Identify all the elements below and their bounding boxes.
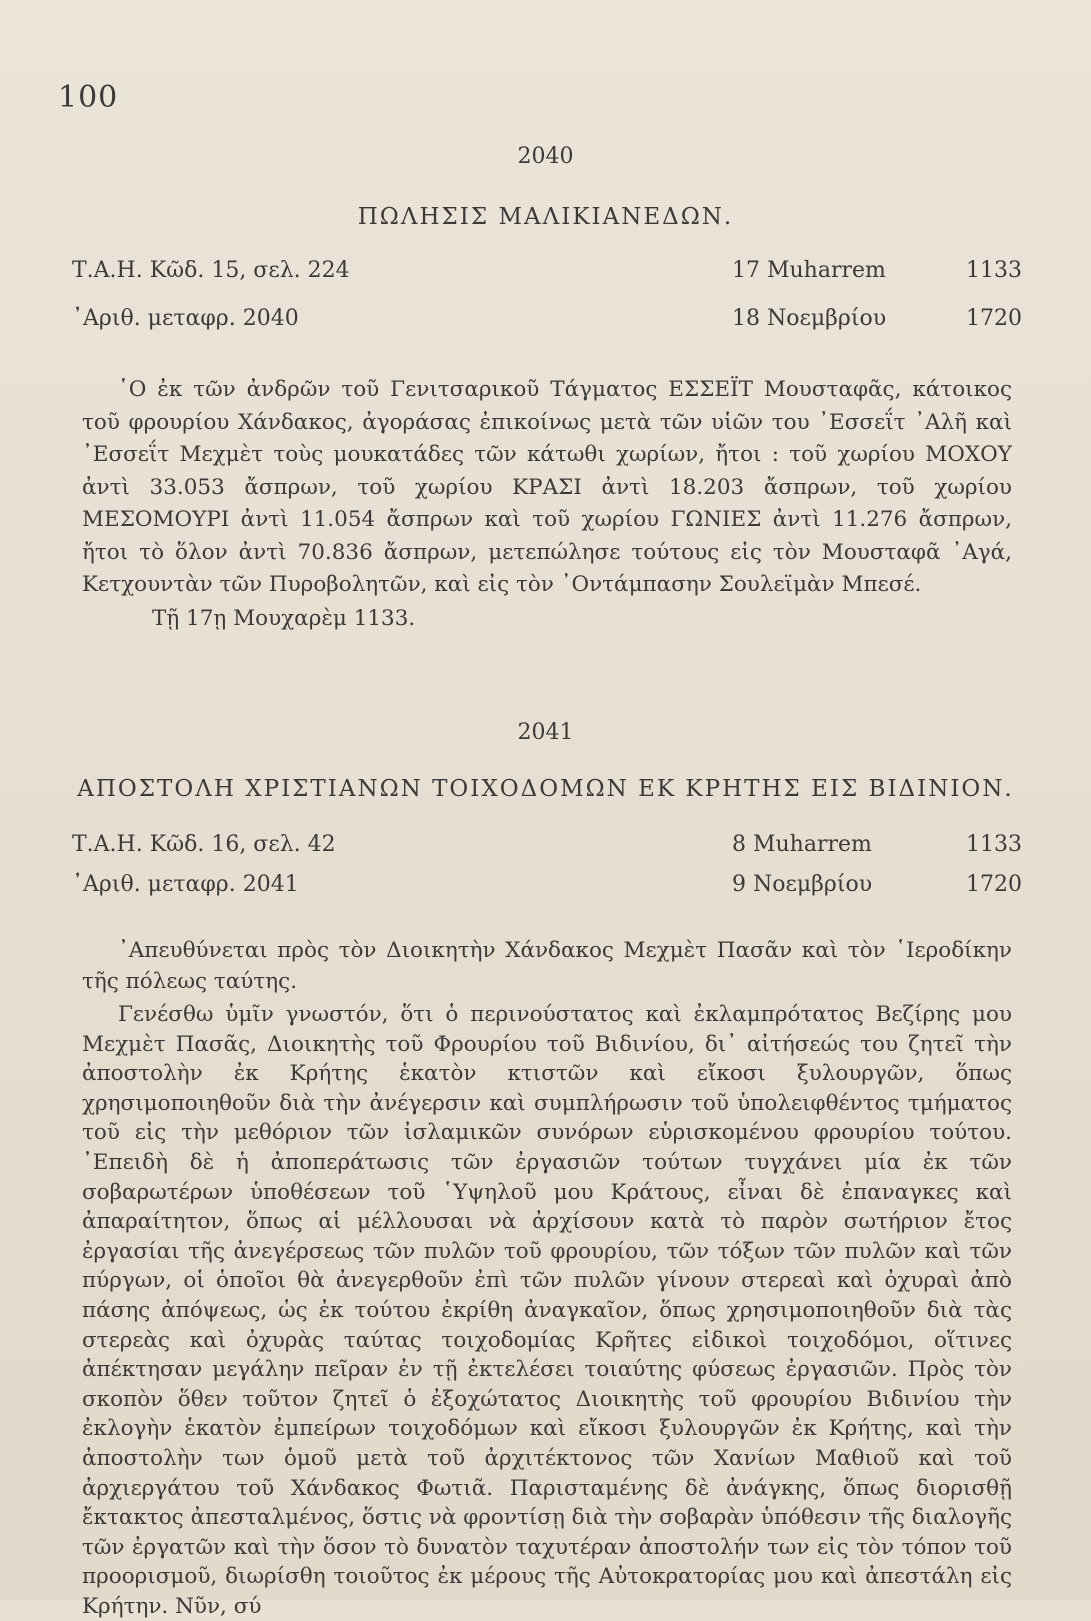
archive-reference: Τ.Α.Η. Κῶδ. 16, σελ. 42: [72, 832, 336, 857]
translation-number: ᾽Αριθ. μεταφρ. 2040: [72, 306, 299, 331]
gregorian-year: 1720: [966, 306, 1022, 331]
document-title: ΠΩΛΗΣΙΣ ΜΑΛΙΚΙΑΝΕΔΩΝ.: [357, 204, 734, 230]
document-title: ΑΠΟΣΤΟΛΗ ΧΡΙΣΤΙΑΝΩΝ ΤΟΙΧΟΔΟΜΩΝ ΕΚ ΚΡΗΤΗΣ ΕΙΣ ΒΙΔΙΝΙΟΝ.: [77, 776, 1014, 802]
page-number: 100: [58, 80, 119, 115]
document-body-paragraph: ῾Ο ἐκ τῶν ἀνδρῶν τοῦ Γενιτσαρικοῦ Τάγματος ΕΣΣΕΪΤ Μουσταφᾶς, κάτοικος τοῦ φρουρίου Χάνδακος, ἀγοράσας ἐπικοίνως μετὰ τῶν υἱῶν του ᾽Εσσεΐτ ᾽Αλῆ καὶ ᾽Εσσεΐτ Μεχμὲτ τοὺς μουκατάδες τῶν κάτωθι χωρίων, ἤτοι : τοῦ χωρίου ΜΟΧΟΥ ἀντὶ 33.053 ἄσπρων, τοῦ χωρίου ΚΡΑΣΙ ἀντὶ 18.203 ἄσπρων, τοῦ χωρίου ΜΕΣΟΜΟΥΡΙ ἀντὶ 11.054 ἄσπρων καὶ τοῦ χωρίου ΓΩΝΙΕΣ ἀντὶ 11.276 ἄσπρων, ἤτοι τὸ ὅλον ἀντὶ 70.836 ἄσπρων, μετεπώλησε τούτους εἰς τὸν Μουσταφᾶ ᾽Αγά, Κετχουντὰν τῶν Πυροβολητῶν, καὶ εἰς τὸν ᾽Οντάμπασην Σουλεϊμὰν Μπεσέ.: [82, 377, 1012, 597]
hijri-date: 8 Muharrem: [732, 832, 872, 857]
document-title-2041-wrap: [0, 776, 1091, 802]
document-2041: [0, 720, 1091, 745]
document-number: 2041: [517, 720, 574, 745]
gregorian-date: 9 Νοεμβρίου: [732, 872, 873, 897]
document-2040: [0, 144, 1091, 169]
document-title-2040-wrap: [0, 204, 1091, 230]
gregorian-date: 18 Νοεμβρίου: [732, 306, 887, 331]
hijri-year: 1133: [966, 832, 1022, 857]
gregorian-year: 1720: [966, 872, 1022, 897]
document-number: 2040: [517, 144, 574, 169]
translation-number: ᾽Αριθ. μεταφρ. 2041: [72, 872, 299, 897]
document-body-paragraph: Γενέσθω ὑμῖν γνωστόν, ὅτι ὁ περινούστατος καὶ ἐκλαμπρότατος Βεζίρης μου Μεχμὲτ Πασᾶς, Διοικητὴς τοῦ Φρουρίου τοῦ Βιδινίου, δι᾽ αἰτήσεώς του ζητεῖ τὴν ἀποστολὴν ἐκ Κρήτης ἑκατὸν κτιστῶν καὶ εἴκοσι ξυλουργῶν, ὅπως χρησιμοποιηθοῦν διὰ τὴν ἀνέγερσιν καὶ συμπλήρωσιν τοῦ ὑπολειφθέντος τμήματος τοῦ εἰς τὴν μεθόριον τῶν ἰσλαμικῶν συνόρων εὑρισκομένου φρουρίου τούτου. ᾽Επειδὴ δὲ ἡ ἀποπεράτωσις τῶν ἐργασιῶν τούτων τυγχάνει μία ἐκ τῶν σοβαρωτέρων ὑποθέσεων τοῦ ῾Υψηλοῦ μου Κράτους, εἶναι δὲ ἐπαναγκες καὶ ἀπαραίτητον, ὅπως αἱ μέλλουσαι νὰ ἀρχίσουν κατὰ τὸ παρὸν σωτήριον ἔτος ἐργασίαι τῆς ἀνεγέρσεως τῶν πυλῶν τοῦ φρουρίου, τῶν τόξων τῶν πυλῶν καὶ τῶν πύργων, οἱ ὁποῖοι θὰ ἀνεγερθοῦν ἐπὶ τῶν πυλῶν γίνουν στερεαὶ καὶ ὀχυραὶ ἀπὸ πάσης ἀπόψεως, ὡς ἐκ τούτου ἐκρίθη ἀναγκαῖον, ὅπως χρησιμοποιηθοῦν διὰ τὰς στερεὰς καὶ ὀχυρὰς ταύτας τοιχοδομίας Κρῆτες εἰδικοὶ τοιχοδόμοι, οἵτινες ἀπέκτησαν μεγάλην πεῖραν ἐν τῇ ἐκτελέσει τοιαύτης φύσεως ἐργασιῶν. Πρὸς τὸν σκοπὸν ὅθεν τοῦτον ζητεῖ ὁ ἐξοχώτατος Διοικητὴς τοῦ φρουρίου Βιδινίου τὴν ἐκλογὴν ἑκατὸν ἐμπείρων τοιχοδόμων καὶ εἴκοσι ξυλουργῶν ἐκ Κρήτης, καὶ τὴν ἀποστολὴν των ὁμοῦ μετὰ τοῦ ἀρχιτέκτονος τῶν Χανίων Μαθιοῦ καὶ τοῦ ἀρχιεργάτου τοῦ Χάνδακος Φωτιᾶ. Παρισταμένης δὲ ἀνάγκης, ὅπως διορισθῇ ἔκτακτος ἀπεσταλμένος, ὅστις νὰ φροντίσῃ διὰ τὴν σοβαρὰν ὑπόθεσιν τῆς διαλογῆς τῶν ἐργατῶν καὶ τὴν ὅσον τὸ δυνατὸν ταχυτέραν ἀποστολήν των εἰς τὸν τόπον τοῦ προορισμοῦ, διωρίσθη τοιοῦτος ἐκ μέρους τῆς Αὐτοκρατορίας μου καὶ ἀπεστάλη εἰς Κρήτην. Νῦν, σύ: [82, 1002, 1012, 1619]
hijri-year: 1133: [966, 258, 1022, 283]
document-address-paragraph: ᾽Απευθύνεται πρὸς τὸν Διοικητὴν Χάνδακος Μεχμὲτ Πασᾶν καὶ τὸν ῾Ιεροδίκην τῆς πόλεως ταύτης.: [82, 938, 1012, 994]
archive-reference: Τ.Α.Η. Κῶδ. 15, σελ. 224: [72, 258, 350, 283]
document-date-line: Τῇ 17ῃ Μουχαρὲμ 1133.: [152, 606, 416, 631]
hijri-date: 17 Muharrem: [732, 258, 886, 283]
